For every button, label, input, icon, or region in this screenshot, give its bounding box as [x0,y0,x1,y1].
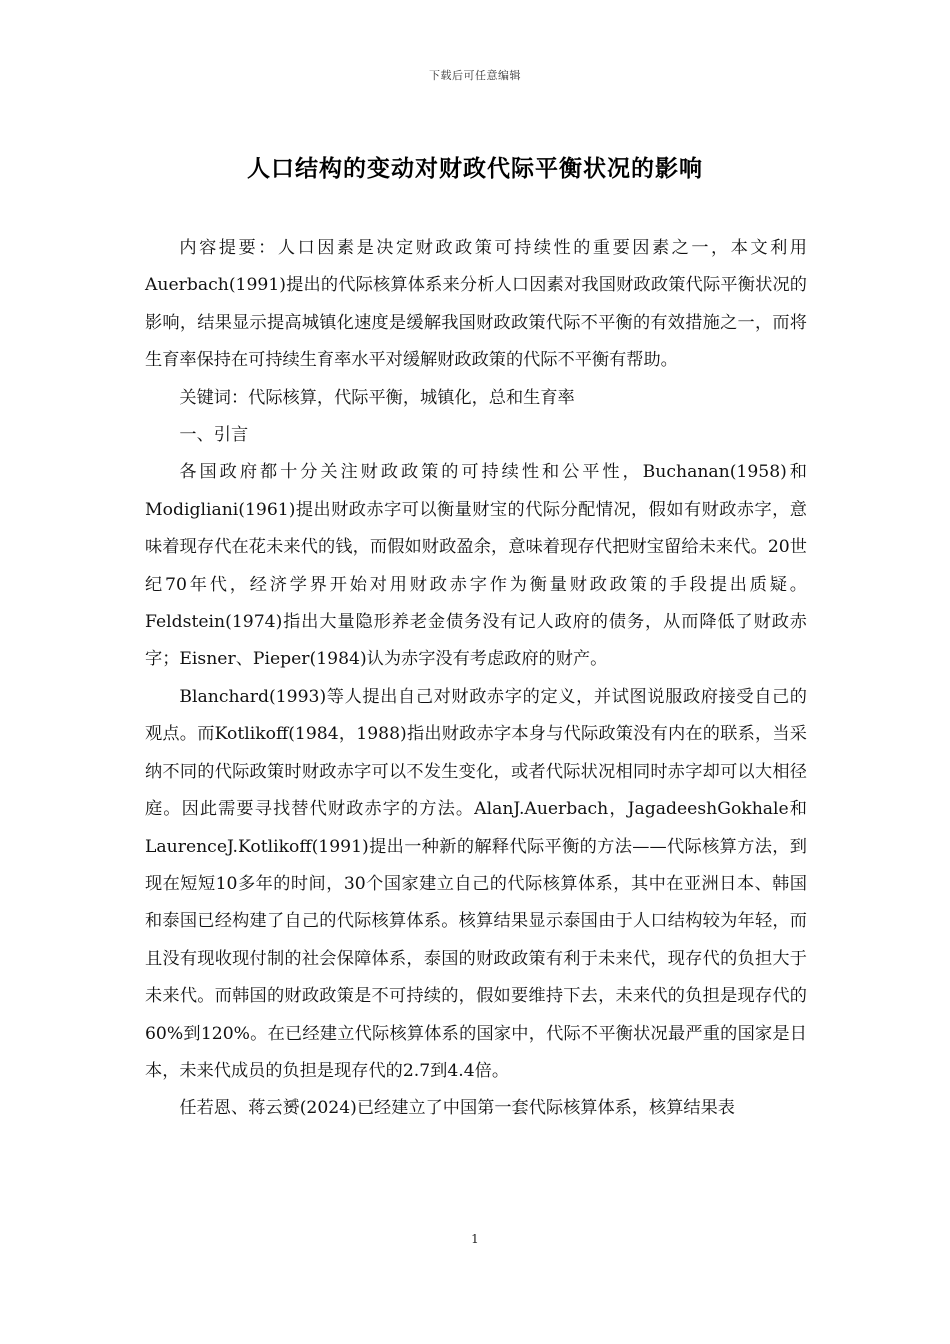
body-paragraph: 任若恩、蒋云赟(2024)已经建立了中国第一套代际核算体系，核算结果表 [179,1098,735,1119]
abstract-paragraph: 内容提要：人口因素是决定财政政策可持续性的重要因素之一，本文利用Auerbach(1991)提出的代际核算体系来分析人口因素对我国财政政策代际平衡状况的影响，结果显示提高城镇化速度是缓解我国财政政策代际不平衡的有效措施之一，而将生育率保持在可持续生育率水平对缓解财政政策的代际不平衡有帮助。 [145,238,807,371]
body-paragraph: 各国政府都十分关注财政政策的可持续性和公平性，Buchanan(1958)和Modigliani(1961)提出财政赤字可以衡量财宝的代际分配情况，假如有财政赤字，意味着现存代在花未来代的钱，而假如财政盈余，意味着现存代把财宝留给未来代。20世纪70年代，经济学界开始对用财政赤字作为衡量财政政策的手段提出质疑。Feldstein(1974)指出大量隐形养老金债务没有记人政府的债务，从而降低了财政赤字；Eisner、Pieper(1984)认为赤字没有考虑政府的财产。 [145,462,807,670]
body-paragraph: Blanchard(1993)等人提出自己对财政赤字的定义，并试图说服政府接受自己的观点。而Kotlikoff(1984，1988)指出财政赤字本身与代际政策没有内在的联系，当采纳不同的代际政策时财政赤字可以不发生变化，或者代际状况相同时赤字却可以大相径庭。因此需要寻找替代财政赤字的方法。AlanJ.Auerbach，JagadeeshGokhale和LaurenceJ.Kotlikoff(1991)提出一种新的解释代际平衡的方法——代际核算方法，到现在短短10多年的时间，30个国家建立自己的代际核算体系，其中在亚洲日本、韩国和泰国已经构建了自己的代际核算体系。核算结果显示泰国由于人口结构较为年轻，而且没有现收现付制的社会保障体系，泰国的财政政策有利于未来代，现存代的负担大于未来代。而韩国的财政政策是不可持续的，假如要维持下去，未来代的负担是现存代的60%到120%。在已经建立代际核算体系的国家中，代际不平衡状况最严重的国家是日本，未来代成员的负担是现存代的2.7到4.4倍。 [145,686,807,1081]
section-heading: 一、引言 [179,425,249,446]
header-note: 下载后可任意编辑 [429,69,521,82]
keywords-paragraph: 关键词：代际核算，代际平衡，城镇化，总和生育率 [179,387,575,408]
document-body [145,230,807,1128]
document-title: 人口结构的变动对财政代际平衡状况的影响 [247,155,703,182]
page-number: 1 [471,1232,479,1246]
